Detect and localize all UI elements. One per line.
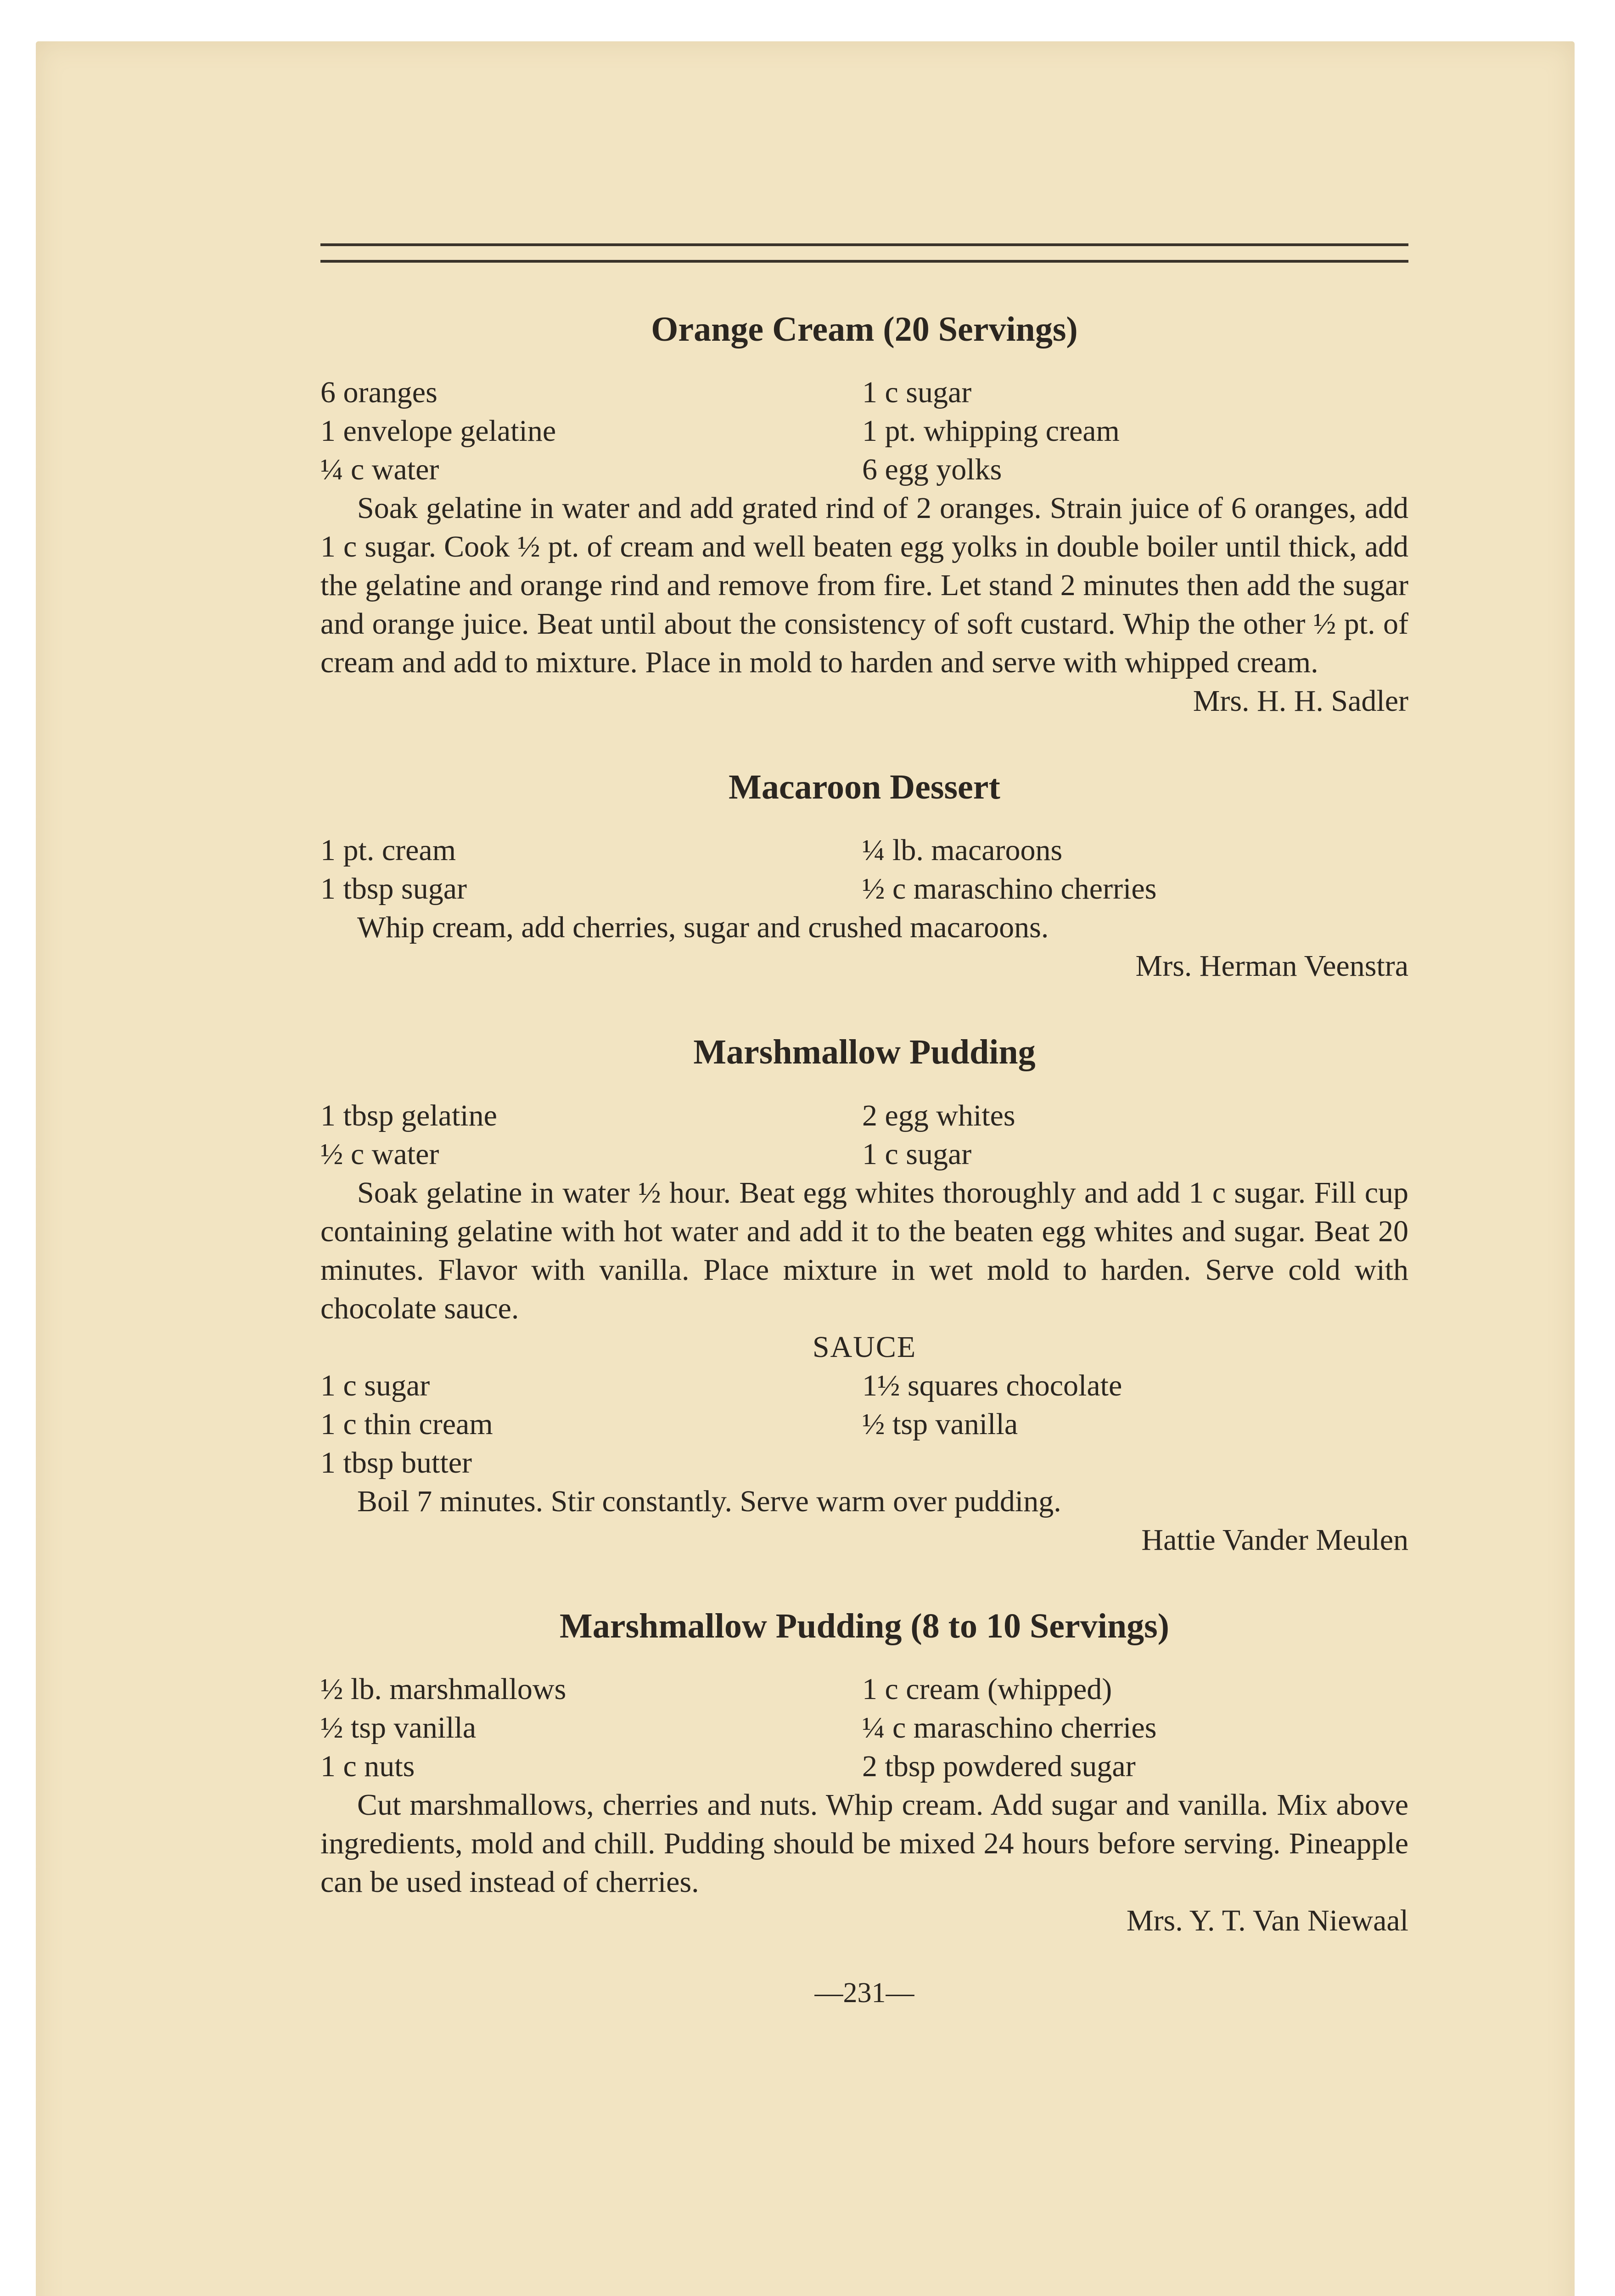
page-number: —231— <box>814 1977 914 2009</box>
ingredient: 1 c sugar <box>862 1137 972 1171</box>
ingredient: 1 c sugar <box>862 376 972 410</box>
ingredient: 1 tbsp gelatine <box>320 1098 497 1132</box>
ingredient: 1 c thin cream <box>320 1407 493 1441</box>
ingredient: 6 egg yolks <box>862 453 1002 487</box>
recipe-author: Mrs. H. H. Sadler <box>1193 684 1408 718</box>
recipe-author: Mrs. Herman Veenstra <box>1135 949 1408 983</box>
ingredient: ½ tsp vanilla <box>320 1711 477 1745</box>
ingredient: 1 pt. whipping cream <box>862 414 1120 448</box>
recipe-author: Mrs. Y. T. Van Niewaal <box>1126 1903 1408 1937</box>
page-content <box>320 243 1408 2009</box>
ingredient-list <box>320 1670 1408 1786</box>
ingredient: 1½ squares chocolate <box>862 1368 1122 1402</box>
ingredient: ¼ c maraschino cherries <box>862 1711 1157 1745</box>
ingredient: 2 tbsp powdered sugar <box>862 1749 1136 1783</box>
ingredient: 1 envelope gelatine <box>320 414 556 448</box>
recipe-directions: Soak gelatine in water and add grated rind of 2 oranges. Strain juice of 6 oranges, add 1 c sugar. Cook ½ pt. of cream and well beaten egg yolks in double boiler until thick, add the gelatine and orange rind and remove from fire. Let stand 2 minutes then add the sugar and orange juice. Beat until about the consistency of soft custard. Whip the other ½ pt. of cream and add to mixture. Place in mold to harden and serve with whipped cream. <box>320 491 1408 680</box>
ingredient: 1 pt. cream <box>320 833 456 867</box>
ingredient: 1 tbsp butter <box>320 1446 472 1480</box>
ingredient: 2 egg whites <box>862 1098 1015 1132</box>
header-rule <box>320 243 1408 263</box>
recipe-directions: Whip cream, add cherries, sugar and crushed macaroons. <box>357 911 1049 945</box>
book-page <box>36 41 1575 2296</box>
ingredient-list <box>320 1097 1408 1174</box>
ingredient-list <box>320 831 1408 908</box>
sauce-directions: Boil 7 minutes. Stir constantly. Serve warm over pudding. <box>357 1484 1061 1518</box>
recipe-directions: Cut marshmallows, cherries and nuts. Whip cream. Add sugar and vanilla. Mix above ingredients, mold and chill. Pudding should be mixed 24 hours before serving. Pineapple can be used instead of cherries. <box>320 1788 1408 1899</box>
ingredient: ¼ c water <box>320 453 439 487</box>
ingredient: 1 c sugar <box>320 1368 430 1402</box>
ingredient: 1 c nuts <box>320 1749 415 1783</box>
ingredient: ½ tsp vanilla <box>862 1407 1018 1441</box>
ingredient: ¼ lb. macaroons <box>862 833 1063 867</box>
ingredient <box>862 1444 1408 1482</box>
ingredient: 1 c cream (whipped) <box>862 1672 1112 1706</box>
recipe-title: Macaroon Dessert <box>729 768 1000 807</box>
recipe-title: Marshmallow Pudding <box>693 1033 1036 1072</box>
sauce-ingredient-list <box>320 1367 1408 1482</box>
ingredient-list <box>320 373 1408 489</box>
recipe-title: Orange Cream (20 Servings) <box>651 310 1078 349</box>
ingredient: ½ lb. marshmallows <box>320 1672 566 1706</box>
sauce-heading: SAUCE <box>812 1330 917 1364</box>
ingredient: ½ c maraschino cherries <box>862 872 1157 906</box>
ingredient: 1 tbsp sugar <box>320 872 467 906</box>
recipe-author: Hattie Vander Meulen <box>1141 1523 1408 1557</box>
recipe-title: Marshmallow Pudding (8 to 10 Servings) <box>560 1606 1169 1645</box>
ingredient: ½ c water <box>320 1137 439 1171</box>
recipe-directions: Soak gelatine in water ½ hour. Beat egg whites thoroughly and add 1 c sugar. Fill cup containing gelatine with hot water and add it to the beaten egg whites and sugar. Beat 20 minutes. Flavor with vanilla. Place mixture in wet mold to harden. Serve cold with chocolate sauce. <box>320 1176 1408 1325</box>
ingredient: 6 oranges <box>320 376 437 410</box>
